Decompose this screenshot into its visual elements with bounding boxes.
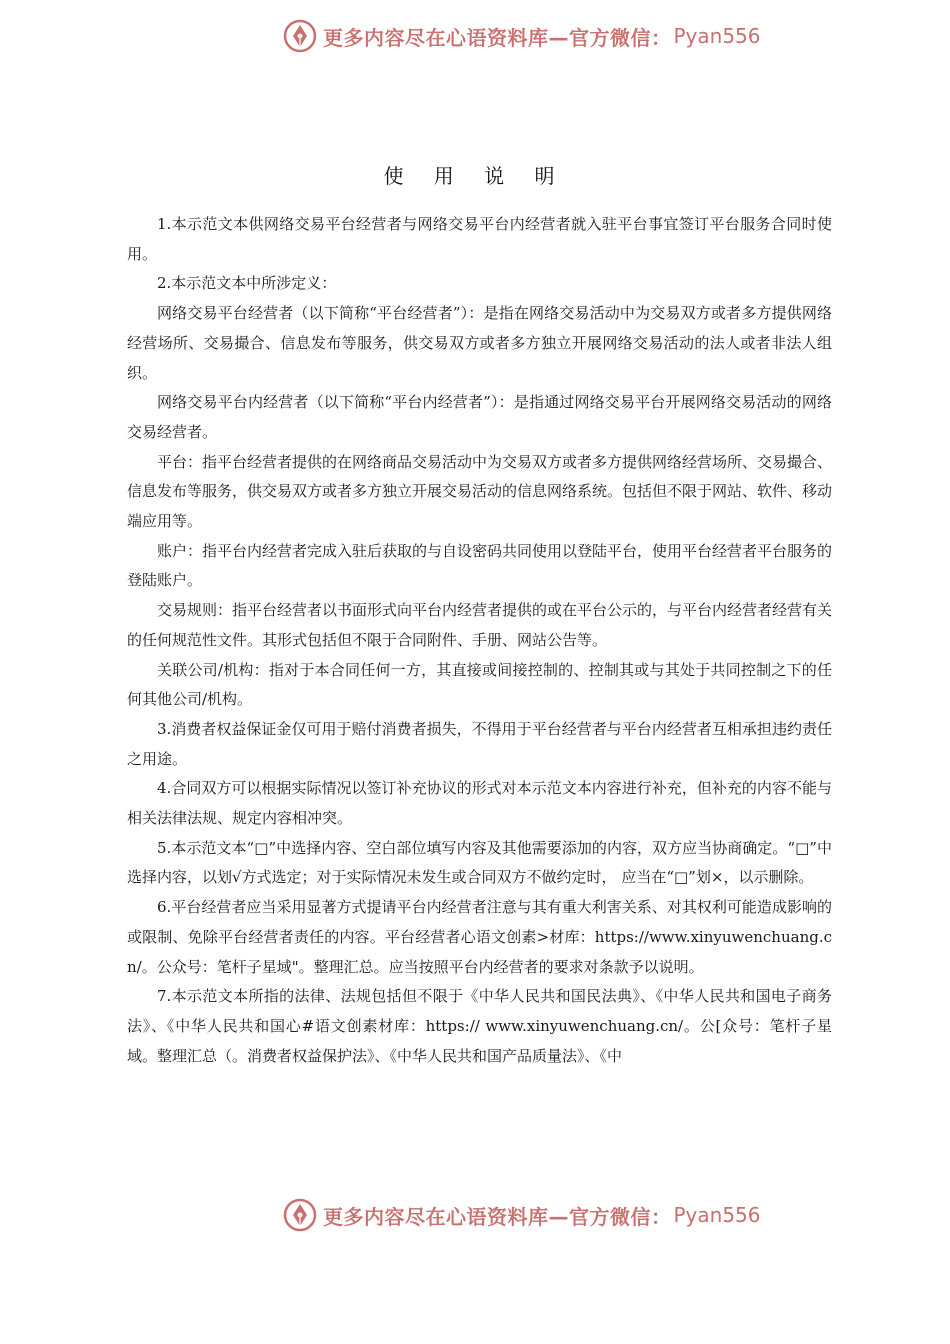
paragraph-definition-platform-operator: 网络交易平台经营者（以下简称“平台经营者”）：是指在网络交易活动中为交易双方或者多方提供网络经营场所、交易撮合、信息发布等服务，供交易双方或者多方独立开展网络交易活动的法人或者非法人组织。 bbox=[127, 304, 832, 382]
pen-nib-logo-icon bbox=[283, 1198, 317, 1232]
paragraph-definition-account: 账户：指平台内经营者完成入驻后获取的与自设密码共同使用以登陆平台，使用平台经营者平台服务的登陆账户。 bbox=[127, 541, 833, 590]
header-watermark-banner bbox=[283, 16, 761, 56]
banner-wechat-id: Pyan556 bbox=[673, 1203, 761, 1227]
paragraph-5: 5.本示范文本“□”中选择内容、空白部位填写内容及其他需要添加的内容，双方应当协商确定。“□”中选择内容，以划√方式选定；对于实际情况未发生或合同双方不做约定时， 应当在“□”划×，以示删除。 bbox=[127, 838, 832, 887]
footer-watermark-banner bbox=[283, 1195, 761, 1235]
banner-text: 更多内容尽在心语资料库—官方微信： bbox=[323, 25, 672, 50]
paragraph-7: 7.本示范文本所指的法律、法规包括但不限于《中华人民共和国民法典》、《中华人民共和国电子商务法》、《中华人民共和国心#语文创素材库：https:// www.xinyuwenchuang.cn/。公[众号：笔杆子星域。整理汇总（。消费者权益保护法》、《中华人民共和国产品质量法》、《中 bbox=[127, 987, 832, 1065]
paragraph-definition-affiliates: 关联公司/机构：指对于本合同任何一方，其直接或间接控制的、控制其或与其处于共同控制之下的任何其他公司/机构。 bbox=[127, 660, 832, 709]
paragraph-4: 4.合同双方可以根据实际情况以签订补充协议的形式对本示范文本内容进行补充，但补充的内容不能与相关法律法规、规定内容相冲突。 bbox=[127, 779, 832, 828]
paragraph-definition-trading-rules: 交易规则：指平台经营者以书面形式向平台内经营者提供的或在平台公示的，与平台内经营者经营有关的任何规范性文件。其形式包括但不限于合同附件、手册、网站公告等。 bbox=[127, 601, 833, 649]
document-title: 使 用 说 明 bbox=[383, 164, 567, 188]
paragraph-3: 3.消费者权益保证金仅可用于赔付消费者损失，不得用于平台经营者与平台内经营者互相承担违约责任之用途。 bbox=[127, 719, 832, 768]
banner-wechat-id: Pyan556 bbox=[673, 24, 761, 48]
banner-text: 更多内容尽在心语资料库—官方微信： bbox=[323, 1204, 672, 1229]
paragraph-1: 1.本示范文本供网络交易平台经营者与网络交易平台内经营者就入驻平台事宜签订平台服务合同时使用。 bbox=[127, 215, 832, 263]
pen-nib-logo-icon bbox=[283, 19, 317, 53]
paragraph-2: 2.本示范文本中所涉定义： bbox=[157, 274, 337, 293]
paragraph-definition-merchant: 网络交易平台内经营者（以下简称“平台内经营者”）：是指通过网络交易平台开展网络交易活动的网络交易经营者。 bbox=[127, 393, 832, 441]
paragraph-6: 6.平台经营者应当采用显著方式提请平台内经营者注意与其有重大利害关系、对其权利可能造成影响的或限制、免除平台经营者责任的内容。平台经营者心语文创素>材库：https://www.xinyuwenchuang.cn/。公众号：笔杆子星域"。整理汇总。应当按照平台内经营者的要求对条款予以说明。 bbox=[127, 898, 832, 976]
paragraph-definition-platform: 平台：指平台经营者提供的在网络商品交易活动中为交易双方或者多方提供网络经营场所、交易撮合、信息发布等服务，供交易双方或者多方独立开展交易活动的信息网络系统。包括但不限于网站、软件、移动端应用等。 bbox=[127, 452, 833, 531]
document-body bbox=[127, 210, 832, 1071]
